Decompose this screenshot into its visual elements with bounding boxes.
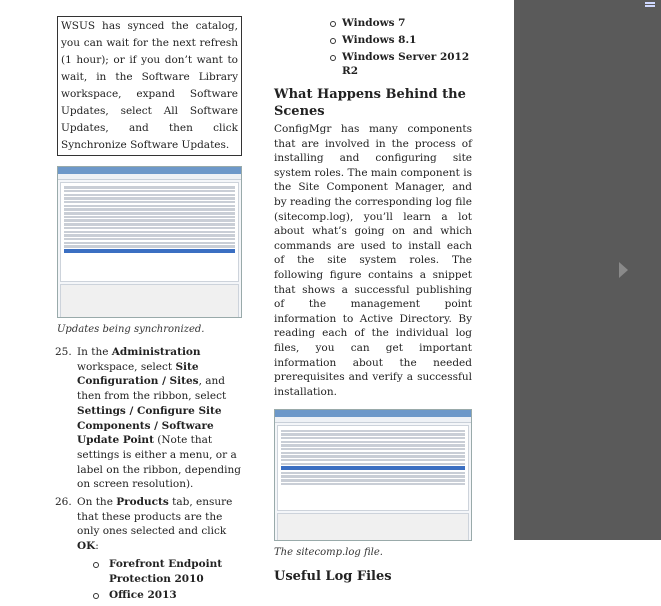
figure-caption: Updates being synchronized. bbox=[57, 324, 205, 335]
list-item: Forefront Endpoint Protection 2010 bbox=[77, 557, 242, 586]
products-list bbox=[77, 557, 242, 603]
screenshot-detail-pane bbox=[277, 513, 469, 541]
section-heading: What Happens Behind the Scenes bbox=[274, 87, 466, 119]
screenshot-menubar bbox=[58, 174, 241, 180]
right-column bbox=[274, 16, 472, 585]
viewer-sidebar bbox=[514, 0, 661, 540]
chevron-right-icon[interactable] bbox=[619, 262, 628, 278]
screenshot-detail-pane bbox=[60, 284, 239, 318]
section-heading: Useful Log Files bbox=[274, 569, 392, 585]
os-list bbox=[274, 16, 472, 78]
figure-updates-sync-screenshot bbox=[57, 166, 242, 318]
menu-icon[interactable] bbox=[645, 2, 655, 9]
steps-list bbox=[57, 345, 242, 603]
screenshot-titlebar bbox=[275, 410, 471, 417]
screenshot-log-grid bbox=[277, 425, 469, 511]
screenshot-log-grid bbox=[60, 182, 239, 282]
list-item: Office 2013 bbox=[77, 588, 242, 603]
screenshot-menubar bbox=[275, 417, 471, 423]
figure-caption: The sitecomp.log file. bbox=[274, 547, 383, 559]
list-item: Windows Server 2012 R2 bbox=[274, 50, 472, 78]
figure-sitecomp-log-screenshot bbox=[274, 409, 472, 541]
list-item: 25. In the Administration workspace, select Site Configuration / Sites, and then from the ribbon, select Settings / Configure Site Components / Software Update Point (Note that settings is either a menu, or a label on the ribbon, depending on screen resolution). bbox=[55, 346, 241, 491]
body-paragraph: ConfigMgr has many components that are involved in the process of installing and configuring site system roles. The main component is the Site Component Manager, and by reading the corresponding log file (sitecomp.log), you’ll learn a lot about what’s going on and which commands are used to install each of the site system roles. The following figure contains a snippet that shows a successful publishing of the management point information to Active Directory. By reading each of the individual log files, you can get important information about the needed prerequisites and verify a successful installation. bbox=[274, 123, 472, 398]
screenshot-titlebar bbox=[58, 167, 241, 174]
left-column bbox=[57, 16, 242, 606]
list-item: 26. On the Products tab, ensure that these products are the only ones selected and click OK: Forefront Endpoint Protection 2010 Office 2013 bbox=[57, 495, 242, 603]
list-item: Windows 7 bbox=[274, 16, 472, 30]
list-item: Windows 8.1 bbox=[274, 33, 472, 47]
note-callout: WSUS has synced the catalog, you can wait for the next refresh (1 hour); or if you don’t want to wait, in the Software Library workspace, expand Software Updates, select All Software Updates, and then click Synchronize Software Updates. bbox=[57, 16, 242, 156]
